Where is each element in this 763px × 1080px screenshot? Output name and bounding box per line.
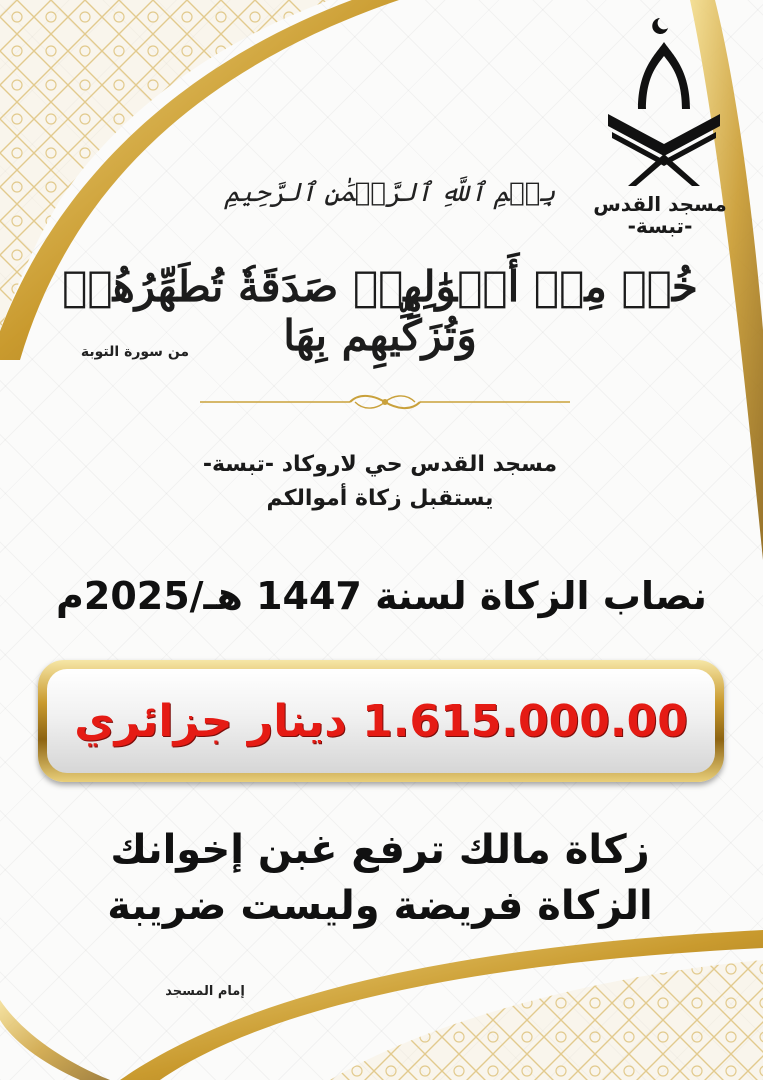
nisab-amount-box — [38, 660, 724, 782]
slogans — [60, 822, 700, 934]
nisab-amount-panel — [47, 669, 715, 773]
mosque-city: -تبسة- — [627, 214, 693, 238]
announcement — [100, 448, 660, 516]
mosque-quran-logo-icon — [598, 14, 730, 190]
nisab-amount: 1.615.000.00 دينار جزائري — [74, 695, 688, 747]
announcement-line-1: مسجد القدس حي لاروكاد -تبسة- — [202, 452, 558, 477]
verse-source: من سورة التوبة — [80, 344, 190, 360]
mosque-name: مسجد القدس — [593, 192, 727, 216]
slogan-line-1: زكاة مالك ترفع غبن إخوانك — [110, 827, 650, 873]
imam-signature: إمام المسجد — [165, 984, 245, 999]
basmala: بِسۡمِ ٱللَّهِ ٱلرَّحۡمَٰنِ ٱلرَّحِيمِ — [224, 178, 556, 208]
nisab-title: نصاب الزكاة لسنة 1447 هـ/2025م — [56, 574, 707, 618]
slogan-line-2: الزكاة فريضة وليست ضريبة — [107, 883, 653, 929]
announcement-line-2: يستقبل زكاة أموالكم — [266, 486, 494, 511]
quran-verse: خُذۡ مِنۡ أَمۡوَٰلِهِمۡ صَدَقَةٗ تُطَهِّرُهُمۡ وَتُزَكِّيهِم بِهَا — [62, 262, 698, 360]
ornament-divider — [200, 396, 570, 408]
